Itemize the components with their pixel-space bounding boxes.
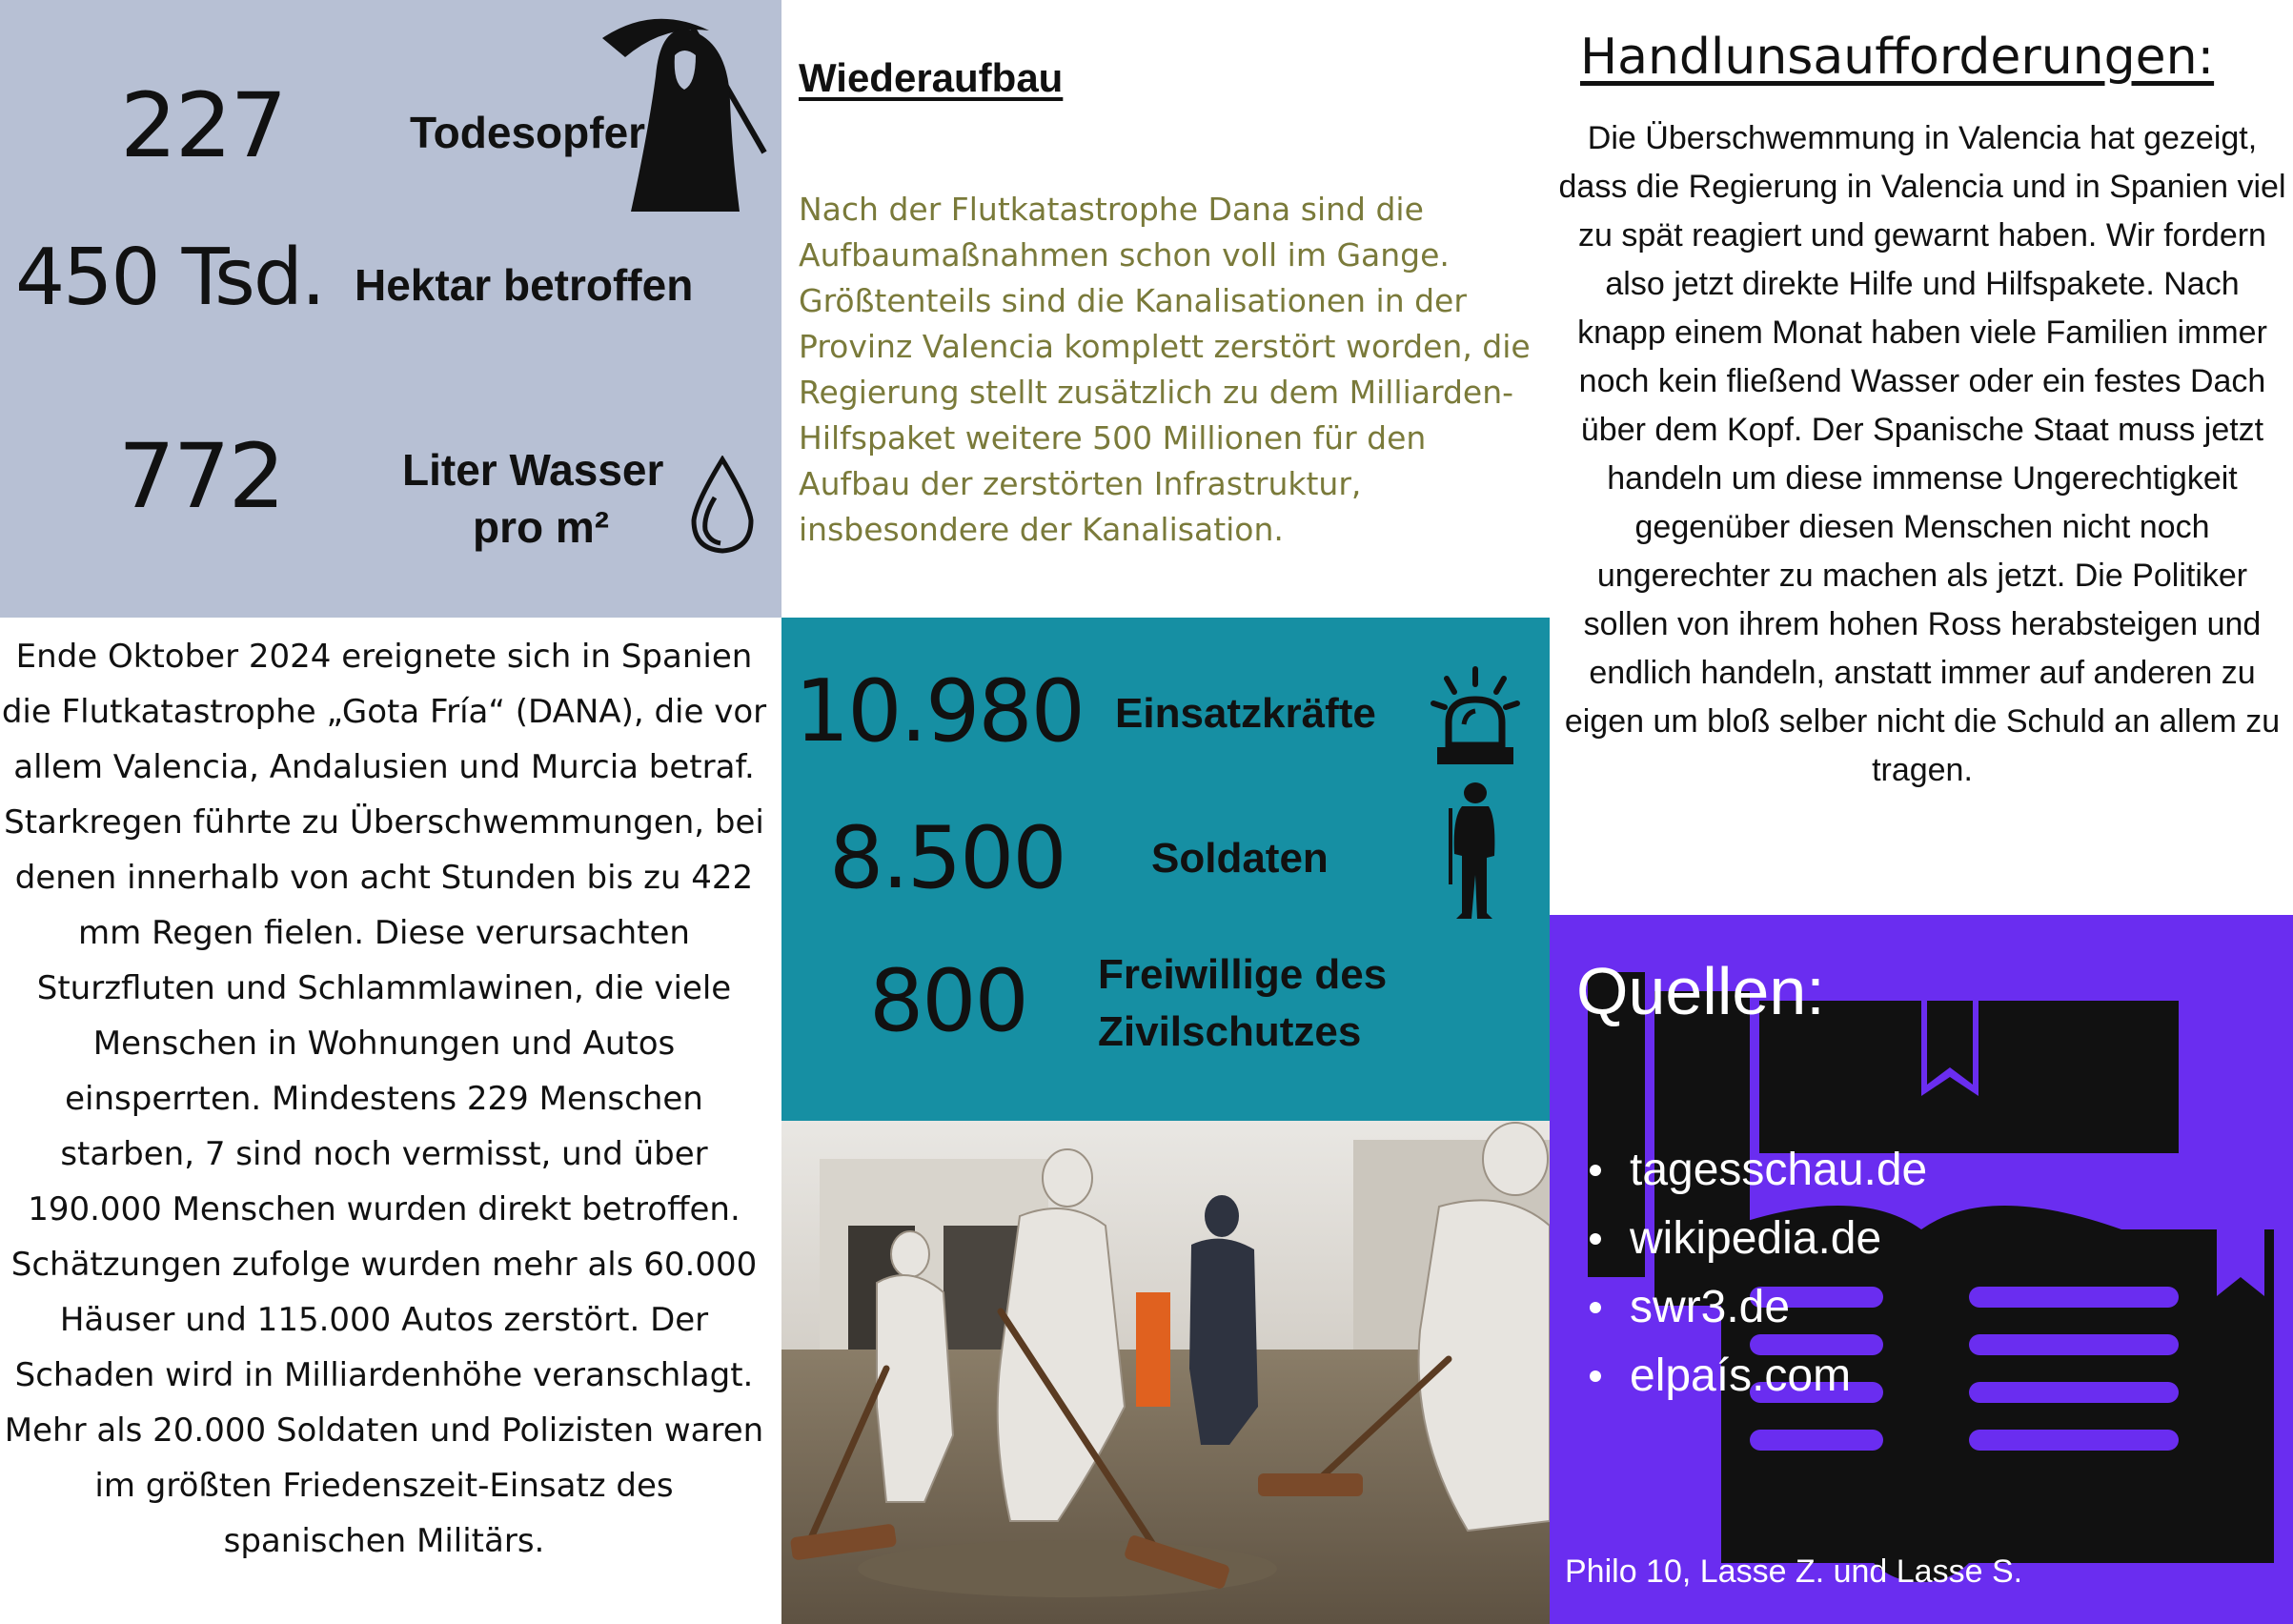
water-drop-icon [686, 456, 759, 555]
volunteers-label-line1: Freiwillige des [1098, 951, 1388, 998]
deaths-label: Todesopfer [410, 108, 646, 157]
area-label: Hektar betroffen [355, 260, 694, 310]
source-item: tagesschau.de [1588, 1136, 1927, 1205]
soldier-icon [1439, 780, 1508, 921]
wiederaufbau-text: Nach der Flutkatastrophe Dana sind die Aufbaumaßnahmen schon voll im Gange. Größtenteils sind die Kanalisationen in der Provinz Valencia komplett zerstört worden, die Regierung stellt zusätzlich zu dem Milliarden-Hilfspaket weitere 500 Millionen für den Aufbau der zerstörten Infrastruktur, insbesondere der Kanalisation. [799, 191, 1531, 548]
quellen-section [1550, 915, 2293, 1624]
cleanup-photo [781, 1121, 1550, 1624]
wiederaufbau-title: Wiederaufbau [799, 55, 1064, 100]
source-item: swr3.de [1588, 1273, 1927, 1342]
intro-text: Ende Oktober 2024 ereignete sich in Spanien die Flutkatastrophe „Gota Fría“ (DANA), die vor allem Valencia, Andalusien und Murcia betraf. Starkregen führte zu Überschwemmungen, bei denen innerhalb von acht Stunden bis zu 422 mm Regen fielen. Diese verursachten Sturzfluten und Schlammlawinen, die viele Menschen in Wohnungen und Autos einsperrten. Mindestens 229 Menschen starben, 7 sind noch vermisst, und über 190.000 Menschen wurden direkt betroffen. Schätzungen zufolge wurden mehr als 60.000 Häuser und 115.000 Autos zerstört. Der Schaden wird in Milliardenhöhe veranschlagt. Mehr als 20.000 Soldaten und Polizisten waren im größten Friedenszeit-Einsatz des spanischen Militärs. [1, 638, 767, 1560]
handlungsaufforderungen-section [1550, 0, 2293, 915]
author-credit: Philo 10, Lasse Z. und Lasse S. [1565, 1553, 2023, 1590]
forces-label: Einsatzkräfte [1115, 690, 1376, 737]
volunteers-label-line2: Zivilschutzes [1098, 1008, 1362, 1055]
area-value: 450 Tsd. [15, 233, 324, 323]
water-label-line2: pro m² [473, 502, 610, 552]
sources-list [1588, 1136, 1927, 1411]
soldiers-value: 8.500 [829, 808, 1065, 908]
wiederaufbau-section [781, 0, 1550, 618]
water-label-line1: Liter Wasser [402, 445, 664, 495]
source-item: elpaís.com [1588, 1342, 1927, 1411]
volunteers-cleaning-mud-image [781, 1121, 1550, 1624]
grim-reaper-icon [597, 10, 768, 219]
intro-section [0, 618, 781, 1624]
stats-panel [0, 0, 781, 618]
siren-icon [1430, 665, 1521, 768]
handlung-title: Handlunsaufforderungen: [1580, 29, 2215, 86]
handlung-text: Die Überschwemmung in Valencia hat gezeigt, dass die Regierung in Valencia und in Spanien viel zu spät reagiert und gewarnt haben. Wir fordern also jetzt direkte Hilfe und Hilfspakete. Nach knapp einem Monat haben viele Familien immer noch kein fließend Wasser oder ein festes Dach über dem Kopf. Der Spanische Staat muss jetzt handeln um diese immense Ungerechtigkeit gegenüber diesen Menschen nicht noch ungerechter zu machen als jetzt. Die Politiker sollen von ihrem hohen Ross herabsteigen und endlich handeln, anstatt immer auf anderen zu eigen um bloß selber nicht die Schuld an allem zu tragen. [1558, 120, 2286, 788]
volunteers-value: 800 [869, 951, 1027, 1051]
soldiers-label: Soldaten [1151, 835, 1329, 882]
deaths-value: 227 [120, 74, 286, 178]
einsatz-panel [781, 618, 1550, 1121]
water-value: 772 [118, 425, 284, 529]
source-item: wikipedia.de [1588, 1205, 1927, 1273]
quellen-title: Quellen: [1576, 954, 1825, 1028]
forces-value: 10.980 [795, 661, 1084, 761]
